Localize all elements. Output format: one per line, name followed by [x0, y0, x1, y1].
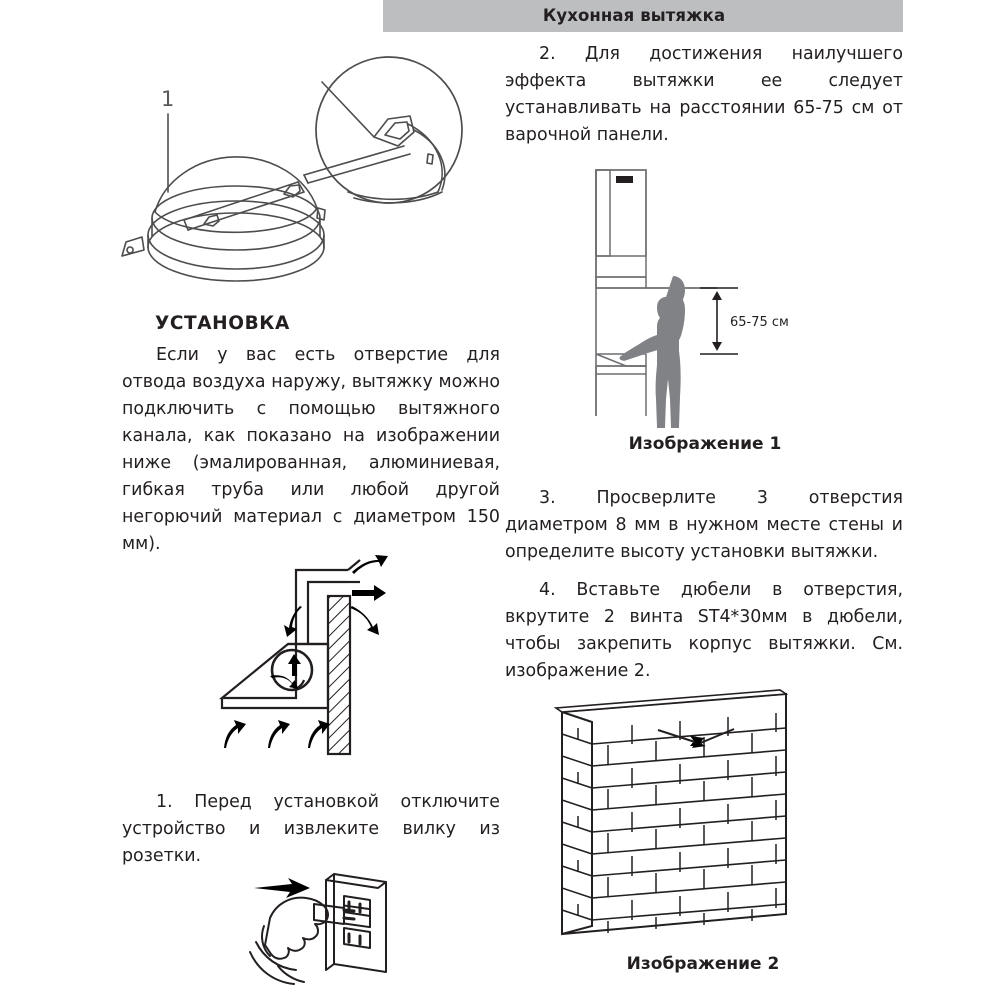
airflow-duct-figure	[200, 548, 430, 783]
install-height-figure	[560, 158, 860, 428]
step-1-text: 1. Перед установкой отключите устройство и извлеките вилку из розетки.	[122, 792, 500, 866]
step-3-text: 3. Просверлите 3 отверстия диаметром 8 мм в нужном месте стены и определите высоту установки вытяжки.	[505, 488, 903, 562]
step-1-block	[122, 789, 500, 870]
steps-3-4-block	[505, 485, 903, 685]
hood-assembly-figure	[108, 42, 508, 312]
install-dimension-label: 65-75 см	[730, 315, 789, 330]
pull-direction-arrow	[254, 878, 310, 898]
figure-2-caption: Изображение 2	[626, 954, 780, 974]
section-heading: УСТАНОВКА	[155, 313, 290, 334]
installation-paragraph: Если у вас есть отверстие для отвода воздуха наружу, вытяжку можно подключить с помощью вытяжного канала, как показано на изображении ниже (эмалированная, алюминиевая, гибкая труба или любой другой негорючий материал с диаметром 150 мм).	[122, 345, 500, 554]
wall-hatched	[328, 596, 350, 754]
step-4-text: 4. Вставьте дюбели в отверстия, вкрутите 2 винта ST4*30мм в дюбели, чтобы закрепить корпус вытяжки. См. изображение 2.	[505, 580, 903, 681]
unplug-figure	[248, 866, 438, 1001]
figure-1-caption: Изображение 1	[628, 434, 782, 454]
installation-section	[122, 313, 500, 558]
step-2-block	[505, 41, 903, 149]
hand	[250, 898, 328, 984]
hood-callout-number: 1	[161, 87, 175, 111]
brick-wall-figure	[548, 688, 808, 943]
step-2-text: 2. Для достижения наилучшего эффекта вытяжки ее следует устанавливать на расстоянии 65-75 см от варочной панели.	[505, 44, 903, 145]
airflow-arrows	[224, 555, 388, 748]
person-silhouette	[620, 276, 686, 428]
page-title: Кухонная вытяжка	[542, 6, 726, 25]
